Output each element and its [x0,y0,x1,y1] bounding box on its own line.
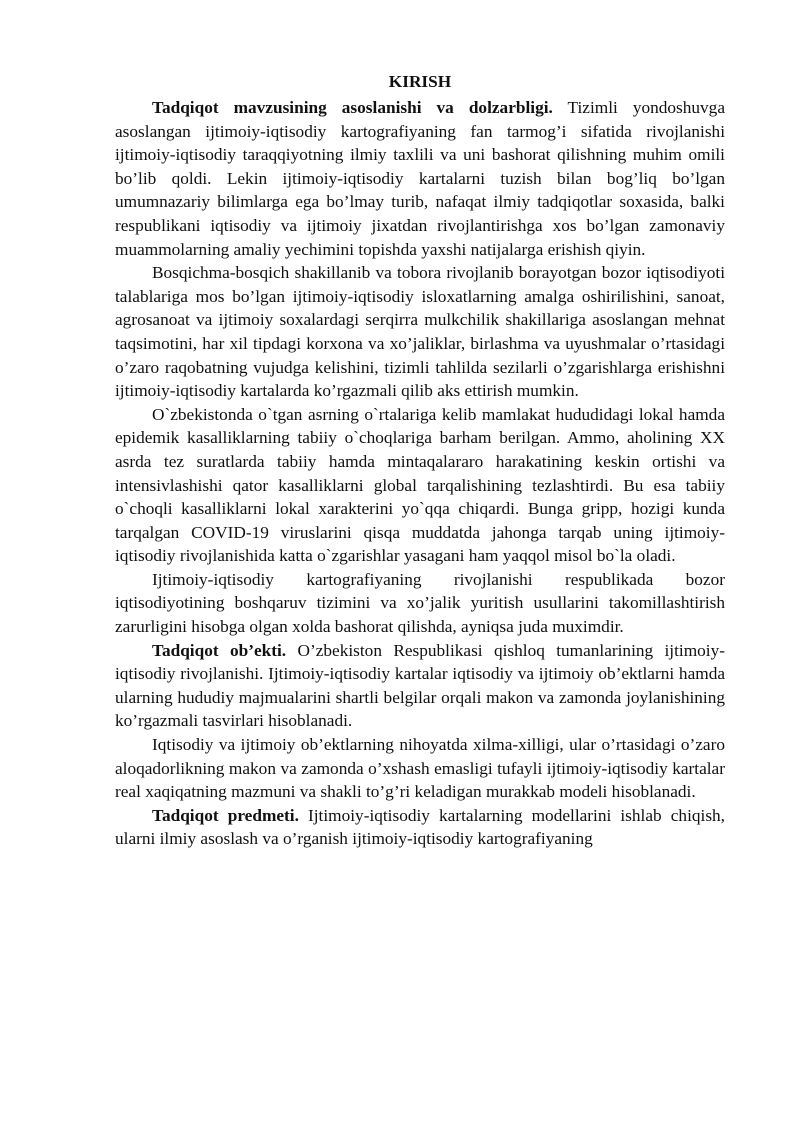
paragraph-text: Tizimli yondoshuvga asoslangan ijtimoiy-iqtisodiy kartografiyaning fan tarmog’i sifatida rivojlanishi ijtimoiy-iqtisodiy taraqqiyotning ilmiy taxlili va uni bashorat qilishning muhim omili bo’lib qoldi. Lekin ijtimoiy-iqtisodiy kartalarni tuzish bilan bog’liq bo’lgan umumnazariy bilimlarga ega bo’lmay turib, nafaqat ilmiy tadqiqotlar soxasida, balki respublikani iqtisodiy va ijtimoiy jixatdan rivojlantirishga xos bo’lgan zamonaviy muammolarning amaliy yechimini topishda yaxshi natijalarga erishish qiyin. [115,98,725,259]
paragraph-lead: Tadqiqot mavzusining asoslanishi va dolzarbligi. [152,98,553,117]
paragraph-relevance [115,96,725,261]
paragraph-text: O`zbekistonda o`tgan asrning o`rtalariga kelib mamlakat hududidagi lokal hamda epidemik kasalliklarning tabiiy o`choqlariga barham berilgan. Ammo, aholining XX asrda tez suratlarda tabiiy hamda mintaqalararo harakatining keskin ortishi va intensivlashishi qator kasalliklarni global tarqalishining tezlashtirdi. Bu esa tabiiy o`choqli kasalliklarni lokal xarakterini yo`qqa chiqardi. Bunga gripp, hozigi kunda tarqalgan COVID-19 viruslarini qisqa muddatda jahonga tarqab uning ijtimoiy-iqtisodiy rivojlanishida katta o`zgarishlar yasagani ham yaqqol misol bo`la oladi. [115,404,725,566]
paragraph-research-object [115,639,725,733]
paragraph-lead: Tadqiqot ob’ekti. [152,640,287,660]
paragraph-text: Iqtisodiy va ijtimoiy ob’ektlarning nihoyatda xilma-xilligi, ular o’rtasidagi o’zaro aloqadorlikning makon va zamonda o’xshash emasligi tufayli ijtimoiy-iqtisodiy kartalar real xaqiqatning mazmuni va shakli to’g’ri keladigan murakkab modeli hisoblanadi. [115,735,725,802]
document-page [115,70,725,851]
paragraph-text: Ijtimoiy-iqtisodiy kartografiyaning rivojlanishi respublikada bozor iqtisodiyotining boshqaruv tizimini va xo’jalik yuritish usullarini takomillashtirish zarurligini hisobga olgan xolda bashorat qilishda, ayniqsa juda muximdir. [115,569,725,637]
paragraph-text: Ijtimoiy-iqtisodiy kartalarning modellarini ishlab chiqish, ularni ilmiy asoslash va o’rganish ijtimoiy-iqtisodiy kartografiyaning [115,805,726,849]
paragraph-lead: Tadqiqot predmeti. [152,805,299,825]
paragraph-text: Bosqichma-bosqich shakillanib va tobora rivojlanib borayotgan bozor iqtisodiyoti talablariga mos bo’lgan ijtimoiy-iqtisodiy isloxatlarning amalga oshirilishini, sanoat, agrosanoat va ijtimoiy soxalardagi serqirra mulkchilik shakillariga asoslangan mehnat taqsimotini, har xil tipdagi korxona va xo’jaliklar, birlashma va uyushmalar o’rtasidagi o’zaro raqobatning vujudga kelishini, tizimli tahlilda sezilarli o’zgarishlarga erishishni ijtimoiy-iqtisodiy kartalarda ko’rgazmali qilib aks ettirish mumkin. [115,263,725,401]
page-title: KIRISH [388,72,452,91]
paragraph-market-economy [115,261,725,403]
paragraph-uzbekistan-diseases [115,403,725,568]
paragraph-text: O’zbekiston Respublikasi qishloq tumanlarining ijtimoiy-iqtisodiy rivojlanishi. Ijtimoiy-iqtisodiy kartalar iqtisodiy va ijtimoiy ob’ektlarni hamda ularning hududiy majmualarini shartli belgilar orqali makon va zamonda joylanishining ko’rgazmali tasvirlari hisoblanadi. [115,640,725,731]
paragraph-cartography-development [115,568,725,639]
paragraph-research-subject [115,804,725,851]
paragraph-economic-objects [115,733,725,804]
